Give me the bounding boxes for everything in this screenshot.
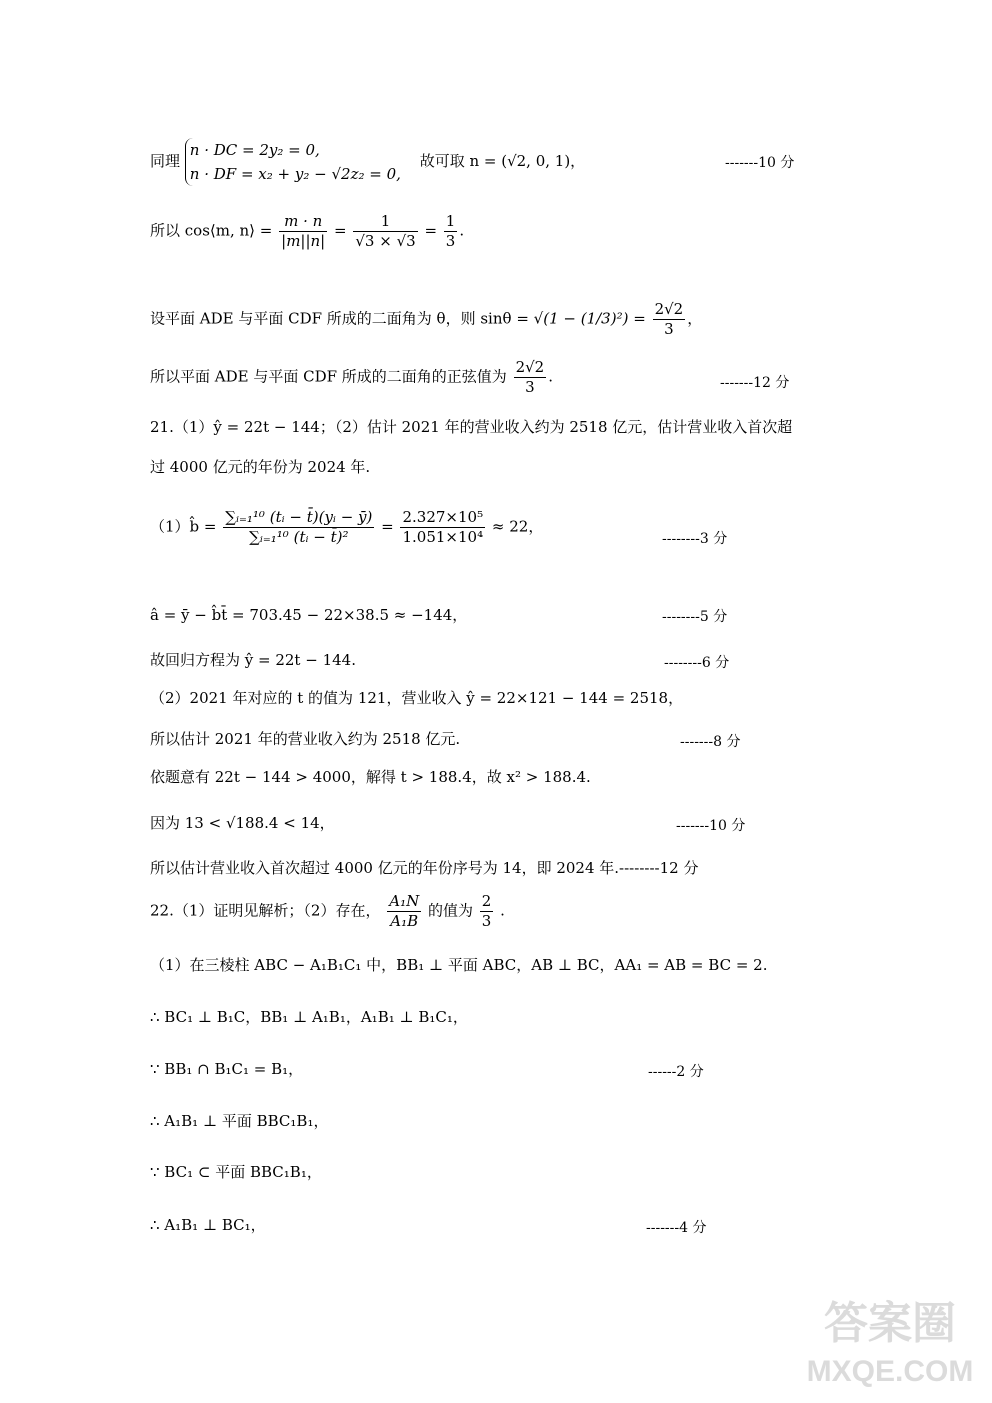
text: 所以 cos⟨m, n⟩ =: [150, 221, 273, 240]
line-1: [150, 138, 585, 186]
text: ≈ 22，: [491, 517, 544, 536]
text: 的值为: [428, 901, 474, 920]
text: 设平面 ADE 与平面 CDF 所成的二面角为 θ，则 sinθ =: [150, 309, 529, 328]
text: 故可取 n = (√2, 0, 1)，: [419, 152, 586, 170]
line-6: 过 4000 亿元的年份为 2024 年.: [150, 458, 371, 476]
line-13: 因为 13 < √188.4 < 14，: [150, 814, 335, 832]
score-label: -------4 分: [646, 1220, 707, 1236]
equation: n · DC = 2y₂ = 0,: [189, 141, 320, 159]
line-12: 依题意有 22t − 144 > 4000，解得 t > 188.4，故 x² > 188.4.: [150, 768, 591, 786]
line-20: ∵ BC₁ ⊂ 平面 BBC₁B₁，: [150, 1163, 322, 1181]
svg-text:答案圈: 答案圈: [824, 1299, 956, 1348]
score-label: -------8 分: [680, 734, 741, 750]
line-3: 设平面 ADE 与平面 CDF 所成的二面角为 θ，则 sinθ = √(1 − (1/3)²) = $\frac{2√2}{3}$ ，: [150, 300, 703, 338]
watermark-logo: [800, 1283, 980, 1393]
text: 同理: [150, 152, 181, 170]
score-label: -------10 分: [676, 818, 746, 834]
svg-text:MXQE.COM: MXQE.COM: [806, 1355, 974, 1388]
text: .: [500, 901, 505, 920]
equation-system: [185, 138, 401, 186]
line-2: 所以 cos⟨m, n⟩ = $\frac{m \cdot n}{|m||n|}$ = $\frac{1}{√3 \times √3}$ = $\frac{1}{3}$ .: [150, 212, 465, 250]
line-18: ∵ BB₁ ∩ B₁C₁ = B₁，: [150, 1060, 304, 1078]
score-label: --------3 分: [662, 531, 728, 547]
fraction: $\frac{1}{√3 \times √3}$: [355, 212, 416, 250]
line-21: ∴ A₁B₁ ⊥ BC₁，: [150, 1216, 266, 1234]
fraction: $\frac{1}{3}$: [445, 212, 456, 250]
line-9: 故回归方程为 ŷ = 22t − 144.: [150, 651, 356, 669]
score-label: -------10 分: [725, 155, 795, 171]
radical: √(1 − (1/3)²): [533, 309, 629, 328]
line-11: 所以估计 2021 年的营业收入约为 2518 亿元.: [150, 730, 461, 748]
line-8: â = ȳ − b̂t̄ = 703.45 − 22×38.5 ≈ −144，: [150, 606, 468, 624]
line-10: （2）2021 年对应的 t 的值为 121，营业收入 ŷ = 22×121 − 144 = 2518，: [150, 689, 684, 707]
score-label: --------6 分: [664, 655, 730, 671]
text: 所以平面 ADE 与平面 CDF 所成的二面角的正弦值为: [150, 367, 507, 386]
fraction: $\frac{\text{∑ᵢ₌₁¹⁰ (tᵢ − t̄)(yᵢ − ȳ)}}{\text{∑ᵢ₌₁¹⁰ (tᵢ − t̄)²}}$: [225, 508, 373, 546]
line-16: （1）在三棱柱 ABC − A₁B₁C₁ 中，BB₁ ⊥ 平面 ABC，AB ⊥ BC，AA₁ = AB = BC = 2.: [150, 956, 768, 974]
line-17: ∴ BC₁ ⊥ B₁C，BB₁ ⊥ A₁B₁，A₁B₁ ⊥ B₁C₁，: [150, 1008, 468, 1026]
line-7: （1）b̂ = $\frac{\text{∑ᵢ₌₁¹⁰ (tᵢ − t̄)(yᵢ − ȳ)}}{\text{∑ᵢ₌₁¹⁰ (tᵢ − t̄)²}}$ = $\frac{\text{2.327×10⁵}}{\text{1.051×10⁴}}$ ≈ 22，: [150, 508, 544, 546]
line-5: 21.（1）ŷ = 22t − 144；（2）估计 2021 年的营业收入约为 2518 亿元，估计营业收入首次超: [150, 418, 793, 436]
text: （1）b̂ =: [150, 517, 217, 536]
line-15: [150, 892, 505, 931]
fraction: $\frac{2}{3}$: [481, 892, 492, 930]
line-4: 所以平面 ADE 与平面 CDF 所成的二面角的正弦值为 $\frac{2√2}{3}$ .: [150, 358, 554, 396]
score-label: ------2 分: [648, 1064, 704, 1080]
fraction: $\frac{\text{2.327×10⁵}}{\text{1.051×10⁴}}$: [402, 508, 484, 546]
line-14: 所以估计营业收入首次超过 4000 亿元的年份序号为 14，即 2024 年.--------12 分: [150, 859, 699, 877]
fraction: $\frac{2√2}{3}$: [515, 358, 545, 396]
score-label: --------5 分: [662, 609, 728, 625]
score-label: -------12 分: [720, 375, 790, 391]
fraction: $\frac{2√2}{3}$: [654, 300, 684, 338]
equation: n · DF = x₂ + y₂ − √2z₂ = 0,: [189, 165, 401, 183]
fraction: $\frac{\text{A₁N}}{\text{A₁B}}$: [389, 892, 420, 930]
fraction: $\frac{m \cdot n}{|m||n|}$: [281, 212, 326, 250]
line-19: ∴ A₁B₁ ⊥ 平面 BBC₁B₁，: [150, 1112, 329, 1130]
text: 22.（1）证明见解析；（2）存在，: [150, 901, 381, 920]
